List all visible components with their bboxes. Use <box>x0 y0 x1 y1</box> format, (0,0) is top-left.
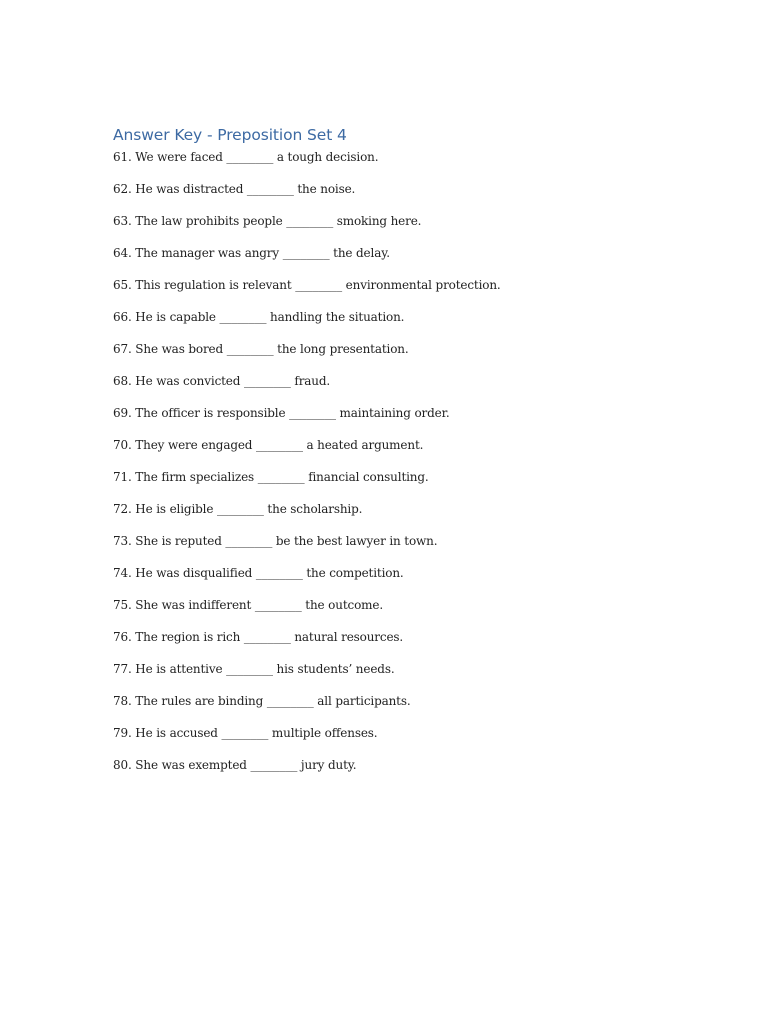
document-content <box>113 124 713 786</box>
question-item: 69. The officer is responsible ________ maintaining order. <box>113 406 450 420</box>
question-item: 72. He is eligible ________ the scholarship. <box>113 502 363 516</box>
question-item: 71. The firm specializes ________ financial consulting. <box>113 470 429 484</box>
question-item: 67. She was bored ________ the long presentation. <box>113 342 409 356</box>
question-item: 61. We were faced ________ a tough decision. <box>113 150 379 164</box>
question-item: 64. The manager was angry ________ the delay. <box>113 246 390 260</box>
question-item: 76. The region is rich ________ natural resources. <box>113 630 404 644</box>
question-item: 75. She was indifferent ________ the outcome. <box>113 598 383 612</box>
question-item: 79. He is accused ________ multiple offenses. <box>113 726 378 740</box>
question-item: 77. He is attentive ________ his students’ needs. <box>113 662 395 676</box>
question-item: 62. He was distracted ________ the noise. <box>113 182 356 196</box>
question-item: 70. They were engaged ________ a heated argument. <box>113 438 424 452</box>
question-item: 63. The law prohibits people ________ smoking here. <box>113 214 422 228</box>
question-item: 68. He was convicted ________ fraud. <box>113 374 331 388</box>
question-item: 74. He was disqualified ________ the competition. <box>113 566 404 580</box>
question-list <box>113 146 713 786</box>
question-item: 73. She is reputed ________ be the best lawyer in town. <box>113 534 438 548</box>
question-item: 78. The rules are binding ________ all participants. <box>113 694 411 708</box>
document-title: Answer Key - Preposition Set 4 <box>113 126 347 144</box>
question-item: 65. This regulation is relevant ________ environmental protection. <box>113 278 501 292</box>
question-item: 66. He is capable ________ handling the situation. <box>113 310 405 324</box>
question-item: 80. She was exempted ________ jury duty. <box>113 758 357 772</box>
